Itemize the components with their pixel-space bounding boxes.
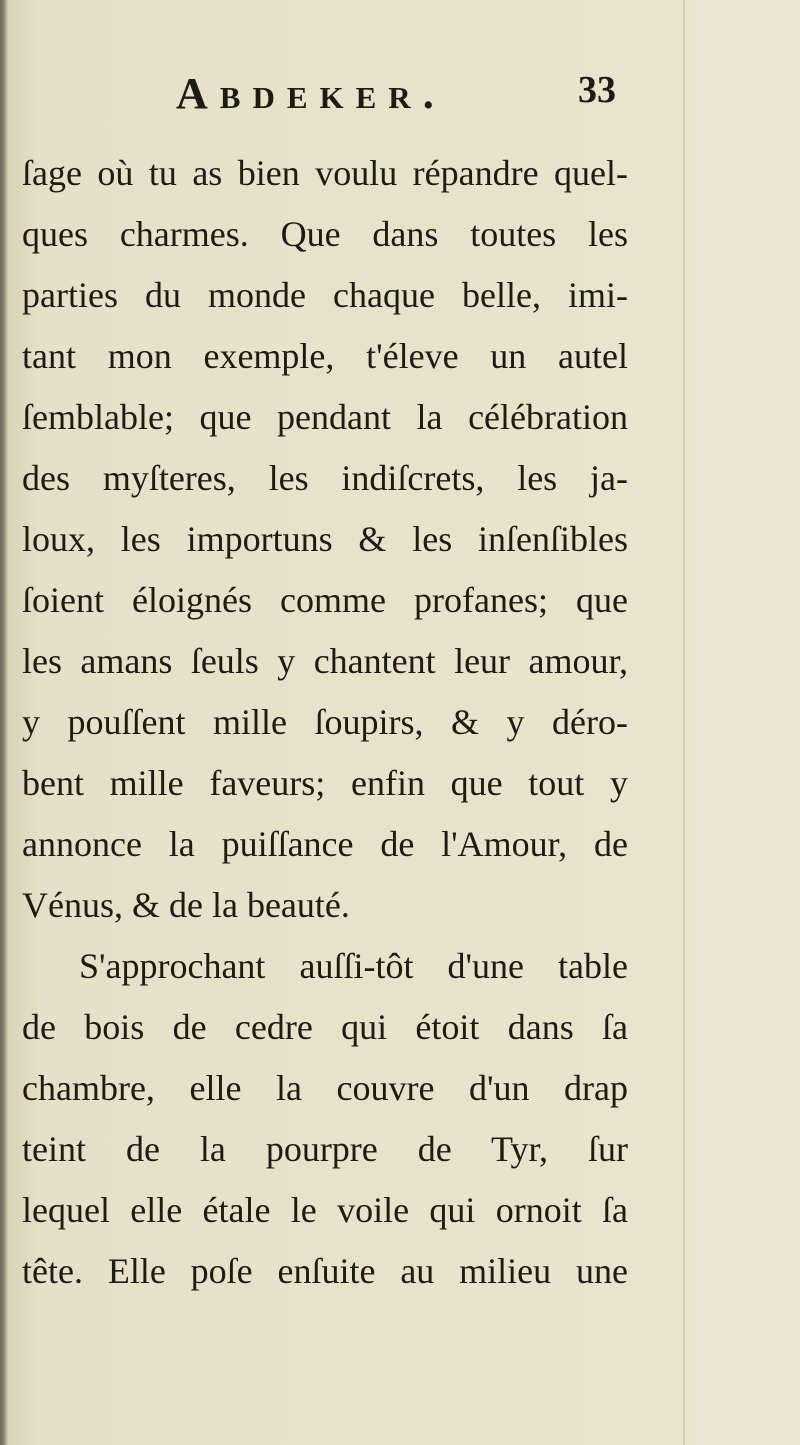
text-line: y pouſſent mille ſoupirs, & y déro-	[22, 702, 628, 742]
text-line: teint de la pourpre de Tyr, ſur	[22, 1129, 628, 1169]
text-line: ques charmes. Que dans toutes les	[22, 214, 628, 254]
text-line: des myſteres, les indiſcrets, les ja-	[22, 458, 628, 498]
text-line: loux, les importuns & les inſenſibles	[22, 519, 628, 559]
text-line: chambre, elle la couvre d'un drap	[22, 1068, 628, 1108]
text-line: S'approchant auſſi-tôt d'une table	[79, 946, 628, 986]
text-line: ſemblable; que pendant la célébration	[22, 397, 628, 437]
text-line: annonce la puiſſance de l'Amour, de	[22, 824, 628, 864]
page-header	[0, 68, 640, 118]
text-line: ſoient éloignés comme profanes; que	[22, 580, 628, 620]
running-title: Abdeker.	[176, 69, 446, 118]
page-number: 33	[578, 69, 616, 111]
text-line: les amans ſeuls y chantent leur amour,	[22, 641, 628, 681]
page-fold	[683, 0, 685, 1445]
text-line: lequel elle étale le voile qui ornoit ſa	[22, 1190, 628, 1230]
text-line: Vénus, & de la beauté.	[22, 885, 350, 925]
text-line: parties du monde chaque belle, imi-	[22, 275, 628, 315]
text-line: de bois de cedre qui étoit dans ſa	[22, 1007, 628, 1047]
text-line: ſage où tu as bien voulu répandre quel-	[22, 153, 628, 193]
text-line: bent mille faveurs; enfin que tout y	[22, 763, 628, 803]
text-line: tant mon exemple, t'éleve un autel	[22, 336, 628, 376]
body-text	[22, 145, 628, 1304]
text-line: tête. Elle poſe enſuite au milieu une	[22, 1251, 628, 1291]
